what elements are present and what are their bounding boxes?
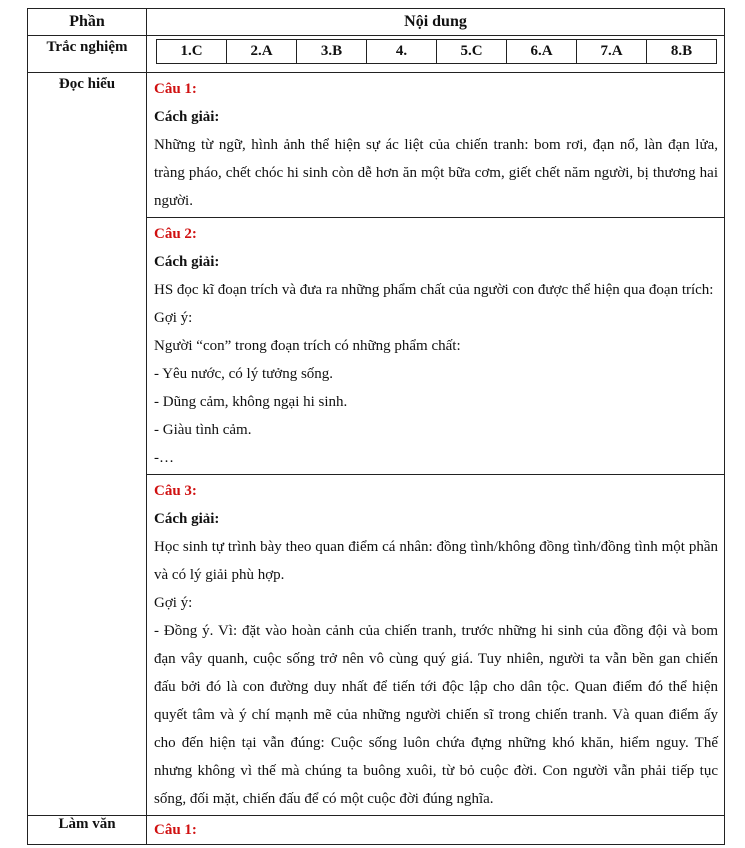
list-item: - Giàu tình cảm. [154, 422, 252, 438]
answer-table [27, 8, 725, 845]
answer-text: - Đồng ý. Vì: đặt vào hoàn cảnh của chiến tranh, trước những hi sinh của đồng đội và bom đạn vây quanh, cuộc sống trở nên vô cùng quý giá. Tuy nhiên, người ta vẫn bền gan chiến đấu bởi đó là con đường duy nhất để tiến tới độc lập cho dân tộc. Quan điểm đó thể hiện quyết tâm và ý chí mạnh mẽ của những người chiến sĩ trong chiến tranh. Và quan điểm ấy cho đến hiện tại vẫn đúng: Cuộc sống luôn chứa đựng những khó khăn, hiểm nguy. Thế nhưng không vì thế mà chúng ta buông xuôi, từ bỏ cuộc đời. Con người vẫn phải tiếp tục sống, đối mặt, chiến đấu để có một cuộc đời đúng nghĩa. [154, 623, 718, 807]
section-writing-label: Làm văn [28, 816, 147, 845]
method-heading: Cách giải: [154, 109, 220, 125]
header-part: Phần [28, 9, 147, 36]
mcq-answer: 2.A [227, 40, 297, 64]
list-item: -… [154, 450, 174, 466]
answer-text: Những từ ngữ, hình ảnh thể hiện sự ác liệt của chiến tranh: bom rơi, đạn nổ, làn đạn lửa, tràng pháo, chết chóc hi sinh còn dễ hơn ăn một bữa cơm, giết chết năm người, bị thương hai người. [154, 137, 718, 209]
reading-q1 [147, 73, 725, 218]
question-title: Câu 2: [154, 226, 197, 242]
method-heading: Cách giải: [154, 254, 220, 270]
mcq-answer: 7.A [577, 40, 647, 64]
mcq-answer: 4. [367, 40, 437, 64]
writing-q1 [147, 816, 725, 845]
mcq-answer: 5.C [437, 40, 507, 64]
reading-q3 [147, 475, 725, 816]
question-title: Câu 1: [154, 822, 197, 838]
list-item: - Dũng cảm, không ngại hi sinh. [154, 394, 348, 410]
mcq-answer: 1.C [157, 40, 227, 64]
reading-q2 [147, 218, 725, 475]
mcq-answer: 8.B [647, 40, 717, 64]
mcq-answer-grid [156, 39, 717, 64]
section-reading-label: Đọc hiểu [28, 73, 147, 816]
method-heading: Cách giải: [154, 511, 220, 527]
answer-intro: HS đọc kĩ đoạn trích và đưa ra những phẩm chất của người con được thể hiện qua đoạn trích: [154, 282, 714, 298]
question-title: Câu 3: [154, 483, 197, 499]
mcq-answers-cell [147, 36, 725, 73]
mcq-answer: 3.B [297, 40, 367, 64]
hint-label: Gợi ý: [154, 310, 193, 326]
mcq-answer: 6.A [507, 40, 577, 64]
section-mcq-label: Trắc nghiệm [28, 36, 147, 73]
list-item: - Yêu nước, có lý tưởng sống. [154, 366, 334, 382]
header-content: Nội dung [147, 9, 725, 36]
answer-intro: Học sinh tự trình bày theo quan điểm cá nhân: đồng tình/không đồng tình/đồng tình một phần và có lý giải phù hợp. [154, 539, 718, 583]
hint-label: Gợi ý: [154, 595, 193, 611]
answer-lead: Người “con” trong đoạn trích có những phẩm chất: [154, 338, 461, 354]
question-title: Câu 1: [154, 81, 197, 97]
